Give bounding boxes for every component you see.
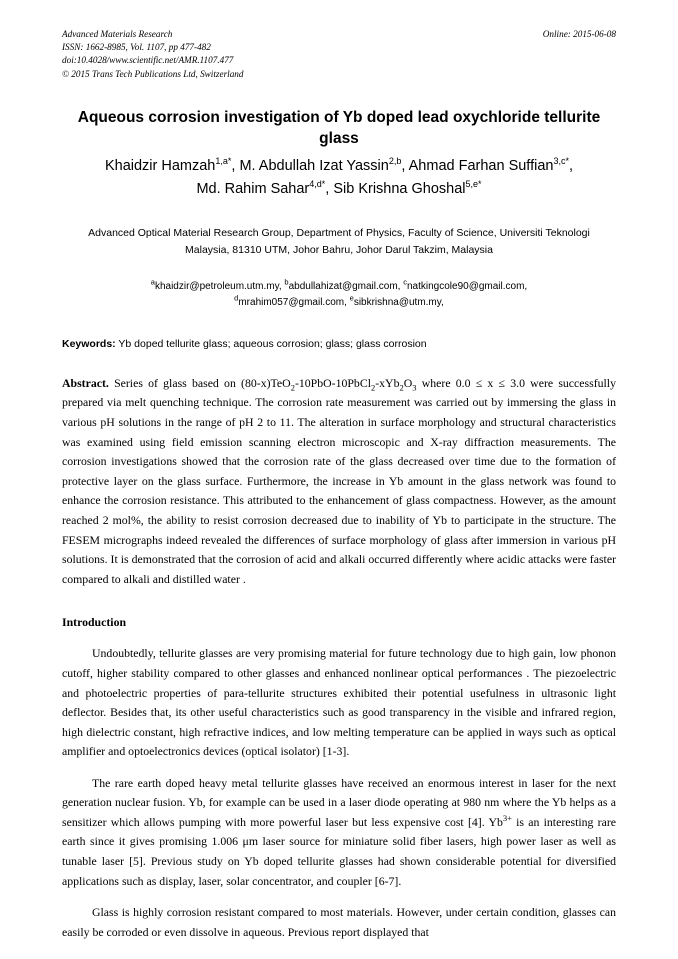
email-marker: a [150,277,155,287]
author-affil-marker: 1,a* [215,155,232,166]
affiliation: Advanced Optical Material Research Group, Department of Physics, Faculty of Science, Universiti Teknologi Malaysia, 81310 UTM, Johor Bahru, Johor Darul Takzim, Malaysia [88,226,590,256]
author-name: , Ahmad Farhan Suffian [401,157,554,174]
email-marker: d [234,293,239,303]
author-name: , [568,157,574,174]
ion-charge-superscript: 3+ [502,812,512,823]
journal-header [62,28,616,81]
email-address: sibkrishna@utm.my, [353,296,444,308]
journal-doi: doi:10.4028/www.scientific.net/AMR.1107.477 [62,55,234,66]
email-marker: e [349,293,354,303]
author-affil-marker: 4,d* [309,178,326,189]
author-list [62,155,616,201]
author-affil-marker: 2,b [388,155,402,166]
email-marker: b [284,277,289,287]
email-address: abdullahizat@gmail.com, [288,280,404,292]
email-address: natkingcole90@gmail.com, [406,280,528,292]
intro-paragraph-2 [62,774,616,892]
intro-paragraph-2-post: is an interesting rare earth since it gives promising 1.006 μm laser source for miniature solid fiber lasers, high power laser as well as tunable laser [5]. Previous study on Yb doped tellurite glasses had shown considerable potential for diversified applications such as display, laser, solar concentrator, and coupler [6-7]. [62,814,616,888]
abstract-text: Series of glass based on $(80-x)TeO_2-10PbO-10PbCl_2-xYb_2O_3$ where 0.0 ≤ x ≤ 3.0 were successfully prepared via melt quenching technique. The corrosion rate measurement was carried out by immersing the glass in various pH solutions in the range of pH 2 to 11. The alteration in surface morphology and structural characteristics was examined using field emission scanning electron microscopic and X-ray diffraction measurements. The corrosion investigations showed that the corrosion rate of the glass decreased over time due to the formation of protective layer on the glass surface. Furthermore, the increase in Yb amount in the glass network was found to enhance the corrosion resistance. This attributed to the enhancement of glass compactness. However, as the amount reached 2 mol%, the ability to resist corrosion decreased due to inability of Yb to participate in the structure. The FESEM micrographs indeed revealed the differences of surface morphology of glass after immersion in various pH solutions. It is demonstrated that the corrosion of acid and alkali occurred differently where acidic attacks were faster compared to alkali and distilled water . [62,375,616,586]
journal-issn: ISSN: 1662-8985, Vol. 1107, pp 477-482 [62,42,211,53]
author-name: Md. Rahim Sahar [196,180,310,197]
section-heading-introduction: Introduction [62,615,127,630]
author-name: , M. Abdullah Izat Yassin [231,157,389,174]
abstract-label: Abstract. [62,375,109,390]
abstract [62,374,616,590]
intro-paragraph-2-pre: The rare earth doped heavy metal tellurite glasses have received an enormous interest in laser for the next generation nuclear fusion. Yb, for example can be used in a laser diode operating at 980 nm where the Yb helps as a sensitizer which allows pumping with more powerful laser but less expensive cost [4]. Yb [62,775,616,829]
author-line-2 [62,178,616,201]
page-title: Aqueous corrosion investigation of Yb doped lead oxychloride tellurite glass [77,108,601,147]
journal-name: Advanced Materials Research [62,29,173,39]
author-affil-marker: 3,c* [553,155,569,166]
email-address: khaidzir@petroleum.utm.my, [154,280,285,292]
keywords-label: Keywords: [62,337,116,350]
author-emails [62,279,616,311]
author-affil-marker: 5,e* [465,178,482,189]
intro-paragraph-3: Glass is highly corrosion resistant compared to most materials. However, under certain condition, glasses can easily be corroded or even dissolve in aqueous. Previous report displayed that [62,905,616,939]
email-marker: c [403,277,407,287]
author-name: , Sib Krishna Ghoshal [325,180,466,197]
journal-copyright: © 2015 Trans Tech Publications Ltd, Switzerland [62,68,244,79]
author-line-1 [62,155,616,178]
email-line-1 [62,279,616,295]
author-name: Khaidzir Hamzah [104,157,216,174]
online-date: Online: 2015-06-08 [542,29,616,39]
keywords [62,337,616,352]
intro-paragraph-1: Undoubtedly, tellurite glasses are very promising material for future technology due to high gain, low phonon cutoff, higher stability compared to other glasses and enhanced nonlinear optical performances . The piezoelectric and photoelectric properties of para-tellurite structures exhibited their potential usefulness in ultrasonic light deflector. Besides that, its other useful characteristics such as good transparency in the visible and infrared region, high dielectric constant, high refractive indices, and low melting temperature can be applied in ways such as optical amplifier and optoelectronics devices (optical isolator) [1-3]. [62,646,616,759]
email-line-2 [62,295,616,311]
keywords-value: Yb doped tellurite glass; aqueous corrosion; glass; glass corrosion [115,337,427,350]
email-address: mrahim057@gmail.com, [238,296,350,308]
